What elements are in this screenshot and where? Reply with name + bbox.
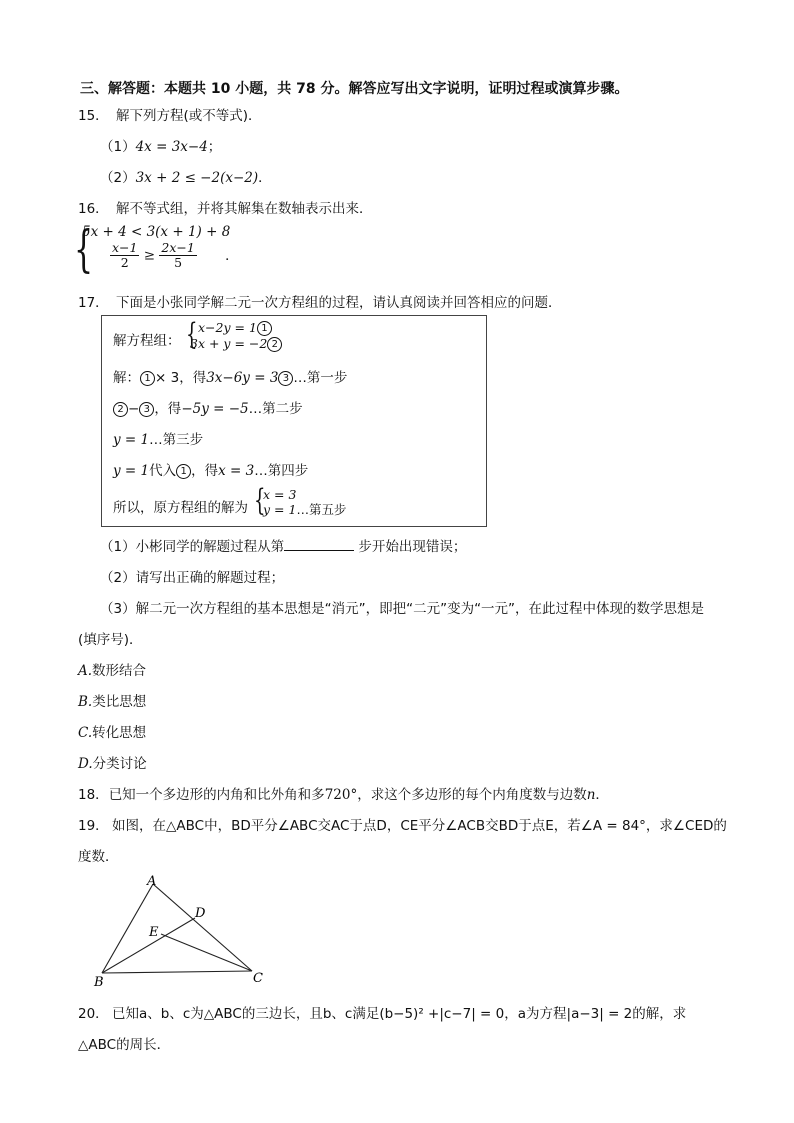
q17-system-label: 解方程组： (113, 333, 181, 349)
q19-line2: 度数． (78, 849, 119, 865)
q16-number: 16． (78, 201, 109, 217)
q17-system-brace: { (186, 317, 198, 352)
q17-part3-line2: (填序号)． (78, 632, 143, 648)
q18: 18．已知一个多边形的内角和比外角和多720°，求这个多边形的每个内角度数与边数n． (78, 787, 609, 803)
q19-triangle-figure (88, 868, 273, 990)
answer-blank[interactable] (284, 538, 354, 551)
section-heading: 三、解答题：本题共 10 小题，共 78 分。解答应写出文字说明，证明过程或演算步骤。 (80, 81, 629, 97)
q17-step4: y = 1代入 1 ，得x = 3…第四步 (113, 463, 309, 479)
q17-option-a: A.数形结合 (78, 663, 147, 679)
circle-1: 1 (257, 321, 272, 336)
q17-system-eq1: x−2y = 1 1 (198, 320, 272, 336)
segment-ce (161, 934, 252, 971)
q17-step3: y = 1…第三步 (113, 432, 204, 448)
label-e: E (149, 925, 159, 940)
q15-text: 解下列方程(或不等式)． (116, 108, 262, 124)
q15-part2: （2）3x + 2 ≤ −2(x−2)． (100, 170, 272, 186)
q17-step5-eq1: x = 3 (263, 487, 297, 502)
label-c: C (253, 971, 263, 986)
q19-number: 19． (78, 818, 109, 834)
q17-part1: （1）小彬同学的解题过程从第 步开始出现错误； (100, 539, 467, 555)
q15-part1: （1）4x = 3x−4； (100, 139, 222, 155)
q17-part2: （2）请写出正确的解题过程； (100, 570, 285, 586)
q20-number: 20． (78, 1006, 109, 1022)
q19-line1: 如图，在△ABC中，BD平分∠ABC交AC于点D，CE平分∠ACB交BD于点E，若∠A = 84°，求∠CED的 (112, 818, 727, 834)
q17-option-d: D.分类讨论 (78, 756, 147, 772)
q16-text: 解不等式组，并将其解集在数轴表示出来． (116, 201, 373, 217)
q20-line1: 已知a、b、c为△ABC的三边长，且b、c满足(b−5)² +|c−7| = 0，a为方程|a−3| = 2的解，求 (112, 1006, 687, 1022)
q16-brace: { (74, 220, 94, 278)
q16-ineq1: 5x + 4 < 3(x + 1) + 8 (82, 224, 231, 240)
q17-system-eq2: 3x + y = −2 2 (190, 336, 282, 352)
side-ac (153, 884, 252, 971)
q15-number: 15． (78, 108, 109, 124)
q17-step1: 解： 1 × 3，得3x−6y = 3 3 …第一步 (113, 370, 348, 386)
label-d: D (195, 906, 206, 921)
q20-line2: △ABC的周长． (78, 1037, 171, 1053)
q17-option-b: B.类比思想 (78, 694, 147, 710)
label-a: A (147, 874, 157, 889)
q17-number: 17． (78, 295, 109, 311)
q17-step5-eq2: y = 1…第五步 (263, 502, 347, 517)
q17-text: 下面是小张同学解二元一次方程组的过程，请认真阅读并回答相应的问题． (116, 295, 562, 311)
q17-step2: 2 − 3 ，得−5y = −5…第二步 (113, 397, 303, 417)
q17-part3-line1: （3）解二元一次方程组的基本思想是“消元”，即把“二元”变为“一元”，在此过程中体现的数学思想是 (100, 601, 705, 617)
side-ab (102, 884, 153, 973)
label-b: B (94, 975, 104, 990)
circle-2: 2 (267, 337, 282, 352)
q17-step5-label: 所以，原方程组的解为 (113, 500, 248, 516)
side-bc (102, 971, 252, 973)
q16-ineq2: $\frac{x-1}{2}$ ≥ $\frac{2x-1}{5}$ ． (112, 240, 239, 270)
q17-step5-brace: { (254, 483, 266, 518)
q17-option-c: C.转化思想 (78, 725, 147, 741)
